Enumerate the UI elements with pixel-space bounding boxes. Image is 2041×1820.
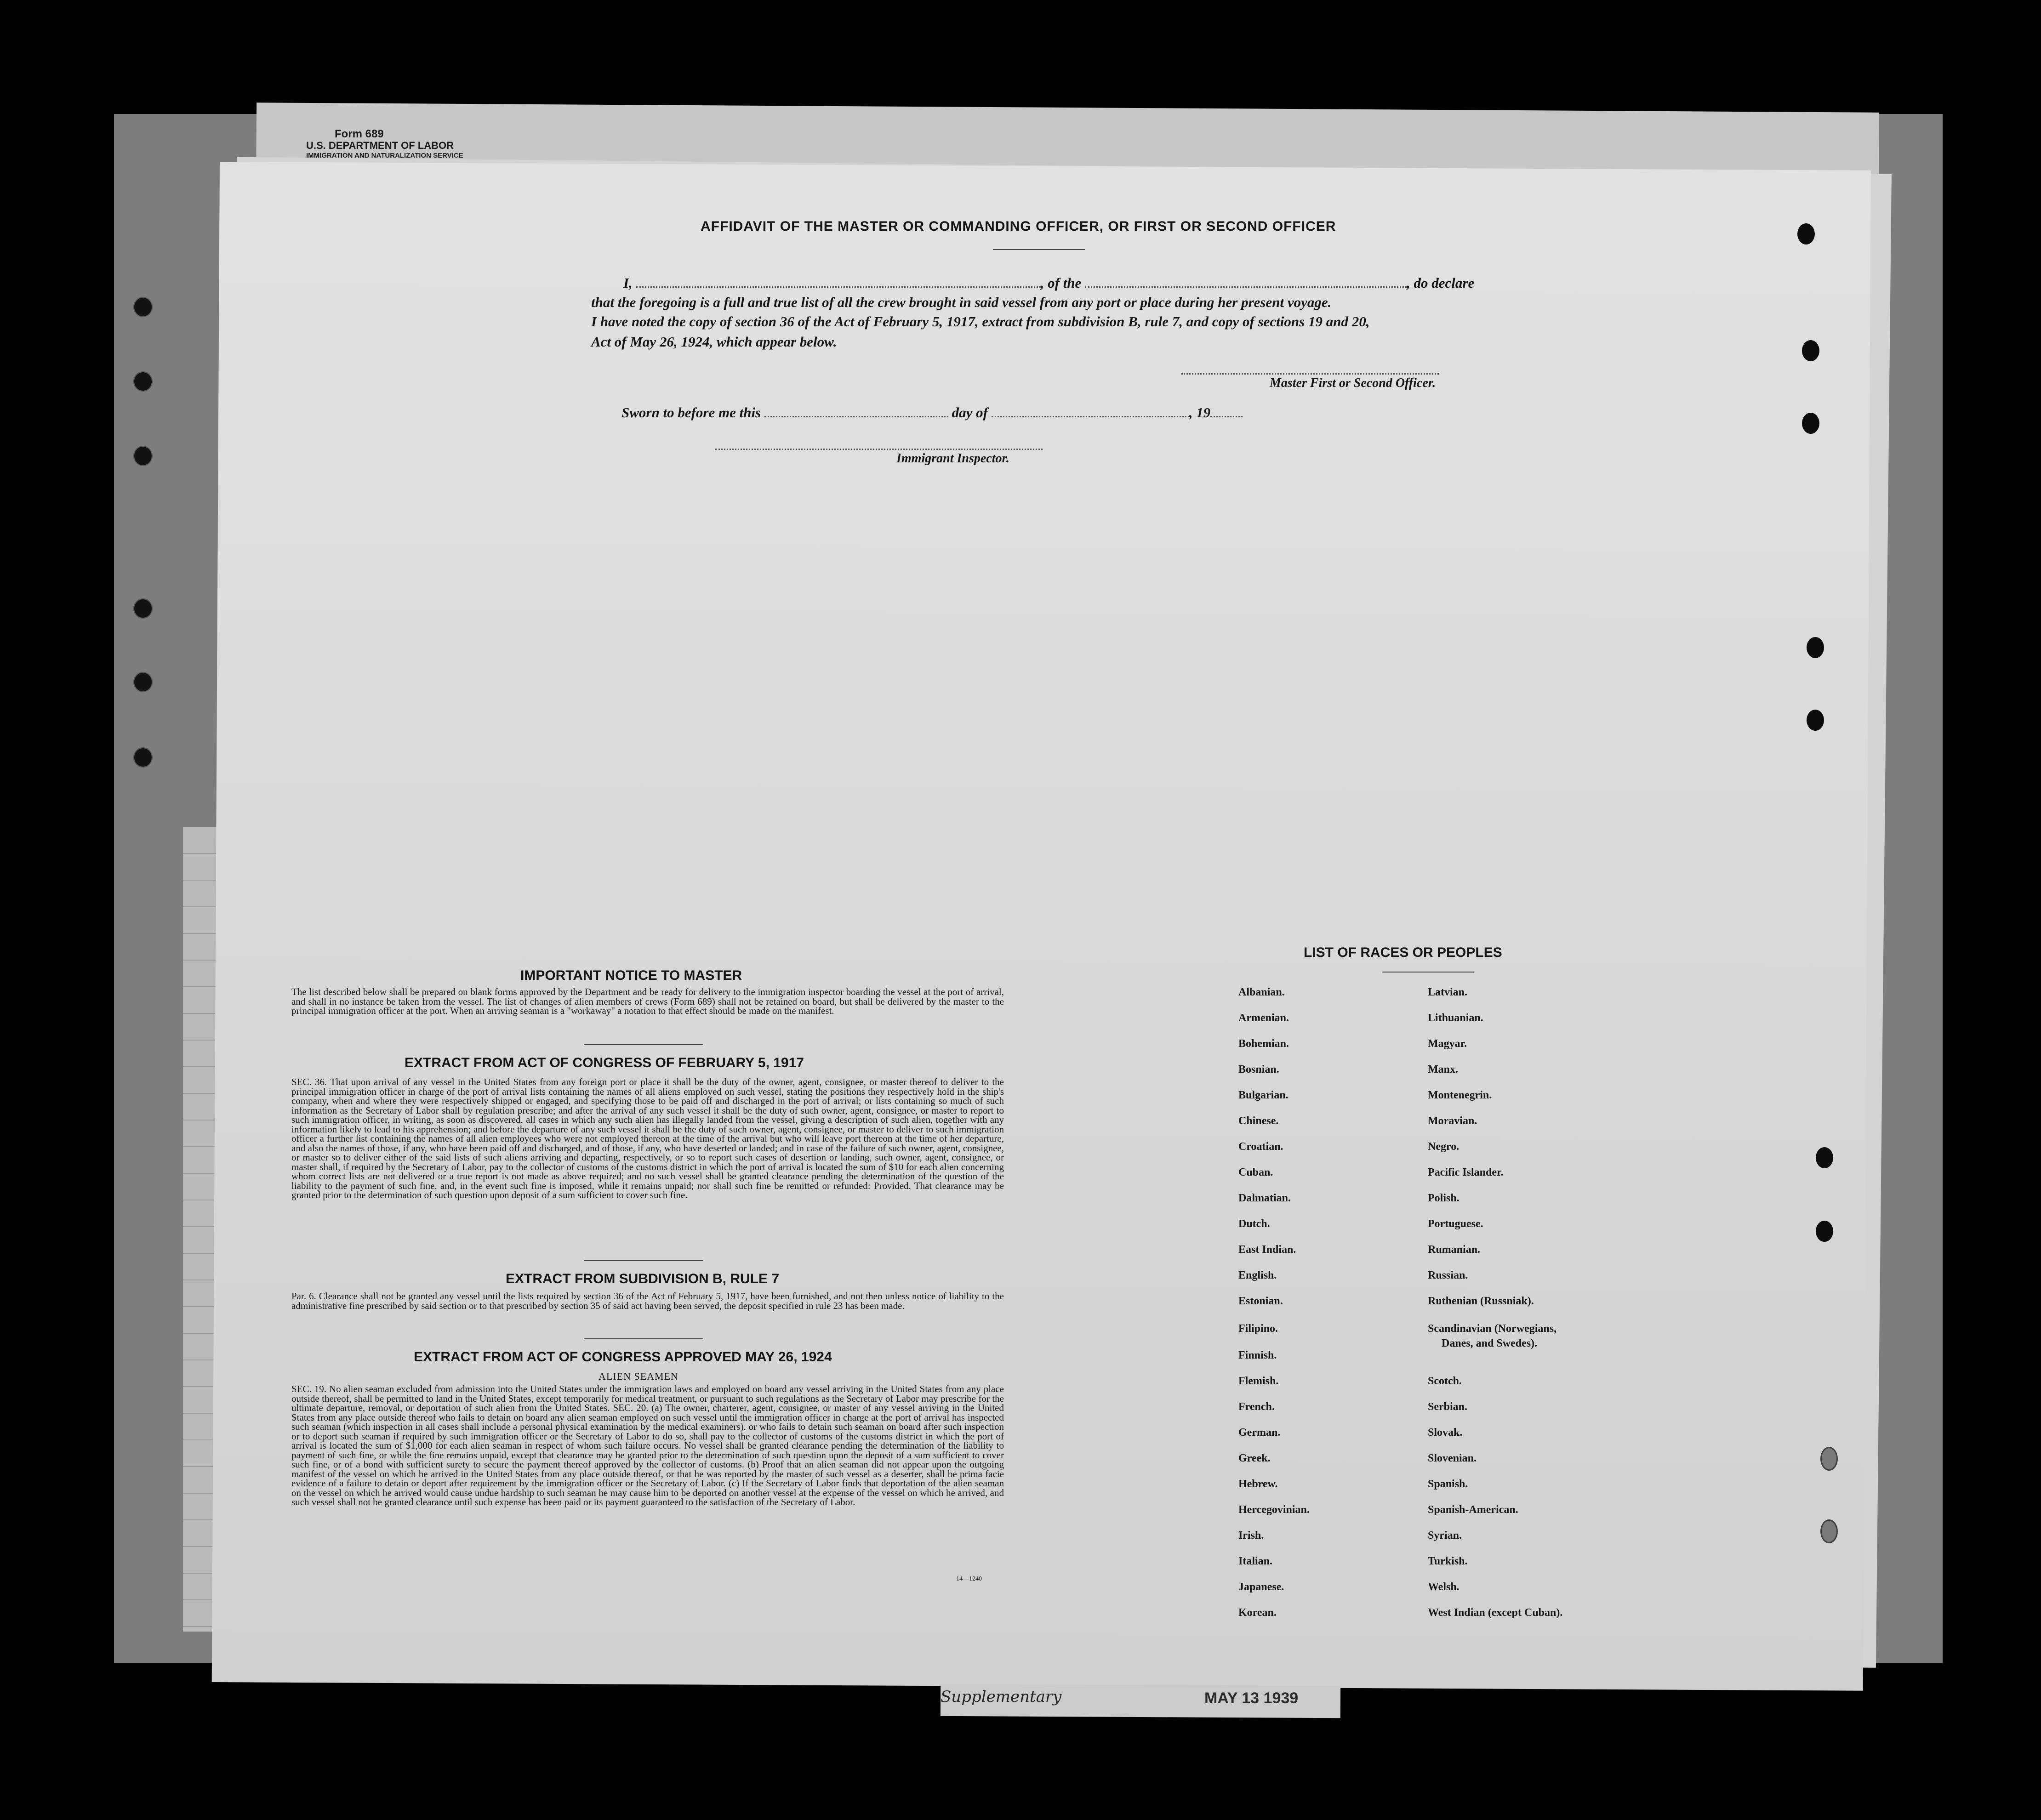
race-item: Scotch. [1428,1375,1462,1387]
notice-heading: IMPORTANT NOTICE TO MASTER [520,968,742,983]
affidavit-text-line: Act of May 26, 1924, which appear below. [591,334,837,350]
race-item: Latvian. [1428,986,1468,998]
extract-rule7-heading: EXTRACT FROM SUBDIVISION B, RULE 7 [506,1271,780,1286]
race-item: Albanian. [1238,986,1285,998]
race-item: Croatian. [1238,1141,1283,1153]
race-item: Flemish. [1238,1375,1279,1387]
day-of-label: day of [952,404,988,421]
race-item: East Indian. [1238,1244,1296,1256]
handwritten-annotation: Supplementary [941,1688,1062,1706]
divider [1382,972,1474,973]
punch-hole [133,371,153,392]
race-item: Moravian. [1428,1115,1477,1127]
notice-body: The list described below shall be prepared on blank forms approved by the Department and be ready for delivery to the immigration inspector boarding the vessel at the port of arrival, and shall in no instance be taken from the vessel. The list of changes of alien members of crews (Form 689) shall not be retained on board, but shall be delivered by the master to the principal immigration officer at the port. When an arriving seaman is a "workaway" a notation to that effect should be made on the manifest. [291,986,1004,1016]
vessel-label: , of the [1040,275,1082,291]
race-item: Italian. [1238,1555,1273,1567]
back-form-number: Form 689 [335,128,384,140]
date-stamp: MAY 13 1939 [1204,1689,1299,1707]
race-item: Serbian. [1428,1401,1468,1413]
divider [584,1260,703,1261]
year-label: , 19 [1189,404,1211,421]
punch-hole [1816,1221,1833,1242]
race-item: Montenegrin. [1428,1089,1492,1101]
punch-hole [133,446,153,466]
race-item: Portuguese. [1428,1218,1483,1230]
race-item: Danes, and Swedes). [1442,1337,1538,1349]
sworn-line [621,404,1243,421]
punch-hole [133,598,153,619]
race-item: Scandinavian (Norwegians, [1428,1323,1557,1335]
alien-seamen-subheading: ALIEN SEAMEN [599,1371,678,1382]
race-item: Lithuanian. [1428,1012,1483,1024]
punch-hole [1820,1519,1838,1543]
race-item: Pacific Islander. [1428,1166,1504,1178]
affidavit-text-line: I have noted the copy of section 36 of the Act of February 5, 1917, extract from subdivision B, rule 7, and copy of sections 19 and 20, [591,313,1370,330]
punch-hole [1820,1447,1838,1471]
race-item: Bosnian. [1238,1064,1279,1075]
race-item: Negro. [1428,1141,1459,1153]
race-item: Manx. [1428,1064,1458,1075]
master-signature-caption: Master First or Second Officer. [1270,376,1436,390]
extract-1917-body: SEC. 36. That upon arrival of any vessel in the United States from any foreign port or place it shall be the duty of the owner, agent, consignee, or master thereof to deliver to the principal immigration officer in charge of the port of arrival lists containing the names of all aliens employed on such vessel, stating the positions they respectively hold in the ship's company, when and where they were respectively shipped or engaged, and specifying those to be paid off and discharged in the port of arrival; or lists containing so much of such information as the Secretary of Labor shall by regulation prescribe; and after the arrival of any such vessel it shall be the duty of such owner, agent, consignee, or master to report to such immigration officer, in writing, as soon as discovered, all cases in which any such alien has illegally landed from the vessel, giving a description of such alien, together with any information likely to lead to his apprehension; and before the departure of any such vessel it shall be the duty of such owner, agent, consignee, or master to deliver to such immigration officer a further list containing the names of all alien employees who were not employed thereon at the time of the arrival but who will leave port thereon at the time of her departure, and also the names of those, if any, who have been paid off and discharged, and of those, if any, who have deserted or landed; and in case of the failure of such owner, agent, consignee, or master so to deliver either of the said lists of such aliens arriving and departing, respectively, or so to report such cases of desertion or landing, such owner, agent, consignee, or master shall, if required by the Secretary of Labor, pay to the collector of customs of the customs district in which the port of arrival is located the sum of $10 for each alien concerning whom correct lists are not delivered or a true report is not made as above required; and no such vessel shall be granted clearance pending the determination of the question of the liability to the payment of such fine, and, in the event such fine is imposed, while it remains unpaid; nor shall such fine be remitted or refunded: Provided, That clearance may be granted prior to the determination of such question upon deposit of a sum sufficient to cover such fine. [291,1076,1004,1200]
punch-hole [1807,637,1824,658]
sworn-year-blank [1210,416,1243,417]
inspector-signature-line [715,449,1043,450]
sworn-day-blank [764,416,948,417]
race-item: Polish. [1428,1192,1459,1204]
race-item: Magyar. [1428,1038,1467,1050]
race-item: Bulgarian. [1238,1089,1288,1101]
race-item: Dalmatian. [1238,1192,1291,1204]
race-item: Chinese. [1238,1115,1279,1127]
extract-rule7-body: Par. 6. Clearance shall not be granted any vessel until the lists required by section 36 of the Act of February 5, 1917, have been furnished, and not then unless notice of liability to the administrative fine prescribed by said section or to that prescribed by section 35 of said act having been served, the deposit specified in rule 23 has been made. [291,1291,1004,1311]
extract-1917-heading: EXTRACT FROM ACT OF CONGRESS OF FEBRUARY 5, 1917 [405,1055,804,1070]
race-item: Slovak. [1428,1427,1463,1439]
race-item: German. [1238,1427,1281,1439]
race-item: Turkish. [1428,1555,1468,1567]
race-item: Armenian. [1238,1012,1289,1024]
master-signature-line [1181,373,1439,375]
race-item: Japanese. [1238,1581,1284,1593]
declarant-label: I, [623,275,633,291]
print-code: 14—1240 [956,1575,982,1582]
race-item: Spanish. [1428,1478,1468,1490]
punch-hole [133,747,153,768]
divider [993,249,1085,250]
race-item: Spanish-American. [1428,1504,1518,1516]
race-item: Bohemian. [1238,1038,1289,1050]
race-item: Cuban. [1238,1166,1273,1178]
sworn-month-blank [992,416,1189,417]
race-item: Korean. [1238,1607,1277,1619]
extract-1924-body: SEC. 19. No alien seaman excluded from admission into the United States under the immigration laws and employed on board any vessel arriving in the United States from any place outside thereof, shall be permitted to land in the United States, except temporarily for medical treatment, or pursuant to such regulations as the Secretary of Labor may prescribe for the ultimate departure, removal, or deportation of such alien from the United States. SEC. 20. (a) The owner, charterer, agent, consignee, or master of any vessel arriving in the United States from any place outside thereof who fails to detain on board any alien seaman employed on such vessel until the immigration officer in charge at the port of arrival has inspected such seaman (which inspection in all cases shall include a personal physical examination by the medical examiners), or who fails to detain such seaman on board after such inspection or to deport such seaman if required by such immigration officer or the Secretary of Labor to do so, shall pay to the collector of customs of the customs district in which the port of arrival is located the sum of $1,000 for each alien seaman in respect of whom such failure occurs. No vessel shall be granted clearance pending the determination of the liability to payment of such fine, or while the fine remains unpaid, except that clearance may be granted prior to the determination of such question upon the deposit of a sum sufficient to cover such fine, or of a bond with sufficient surety to secure the payment thereof approved by the collector of customs. (b) Proof that an alien seaman did not appear upon the outgoing manifest of the vessel on which he arrived in the United States from any place outside thereof, or that he was reported by the master of such vessel as a deserter, shall be prima facie evidence of a failure to detain or deport after requirement by the immigration officer or the Secretary of Labor. (c) If the Secretary of Labor finds that deportation of the alien seaman on the vessel on which he arrived would cause undue hardship to such seaman he may cause him to be deported on another vessel at the expense of the vessel on which he arrived, and such vessel shall not be granted clearance until such expense has been paid or its payment guaranteed to the satisfaction of the Secretary of Labor. [291,1383,1004,1507]
race-item: English. [1238,1269,1277,1281]
punch-hole [1802,340,1819,361]
race-item: Dutch. [1238,1218,1270,1230]
inspector-signature-caption: Immigrant Inspector. [896,451,1009,466]
race-item: French. [1238,1401,1275,1413]
divider [584,1338,703,1339]
divider [584,1044,703,1045]
extract-1924-heading: EXTRACT FROM ACT OF CONGRESS APPROVED MAY 26, 1924 [414,1349,832,1365]
races-heading: LIST OF RACES OR PEOPLES [1304,945,1502,960]
race-item: Estonian. [1238,1295,1283,1307]
affidavit-text-line: that the foregoing is a full and true list of all the crew brought in said vessel from any port or place during her present voyage. [591,294,1332,310]
race-item: Greek. [1238,1452,1271,1464]
back-form-service: IMMIGRATION AND NATURALIZATION SERVICE [306,152,463,159]
punch-hole [133,297,153,317]
declare-label: , do declare [1407,275,1475,291]
punch-hole [1802,413,1819,434]
punch-hole [1797,223,1815,245]
back-form-department: U.S. DEPARTMENT OF LABOR [306,140,454,151]
race-item: Welsh. [1428,1581,1459,1593]
race-item: Russian. [1428,1269,1468,1281]
race-item: Finnish. [1238,1349,1277,1361]
punch-hole [133,672,153,692]
declarant-name-blank [636,286,1041,288]
affidavit-heading: AFFIDAVIT OF THE MASTER OR COMMANDING OFFICER, OR FIRST OR SECOND OFFICER [701,219,1336,234]
race-item: Rumanian. [1428,1244,1481,1256]
sworn-label: Sworn to before me this [621,404,761,421]
race-item: Syrian. [1428,1530,1462,1541]
race-item: Irish. [1238,1530,1264,1541]
race-item: Hercegovinian. [1238,1504,1310,1516]
race-item: Filipino. [1238,1323,1278,1335]
race-item: Hebrew. [1238,1478,1278,1490]
affidavit-declaration-line [623,275,1474,291]
punch-hole [1807,710,1824,731]
race-item: West Indian (except Cuban). [1428,1607,1563,1619]
race-item: Slovenian. [1428,1452,1477,1464]
punch-hole [1816,1147,1833,1168]
vessel-name-blank [1085,286,1407,288]
race-item: Ruthenian (Russniak). [1428,1295,1534,1307]
